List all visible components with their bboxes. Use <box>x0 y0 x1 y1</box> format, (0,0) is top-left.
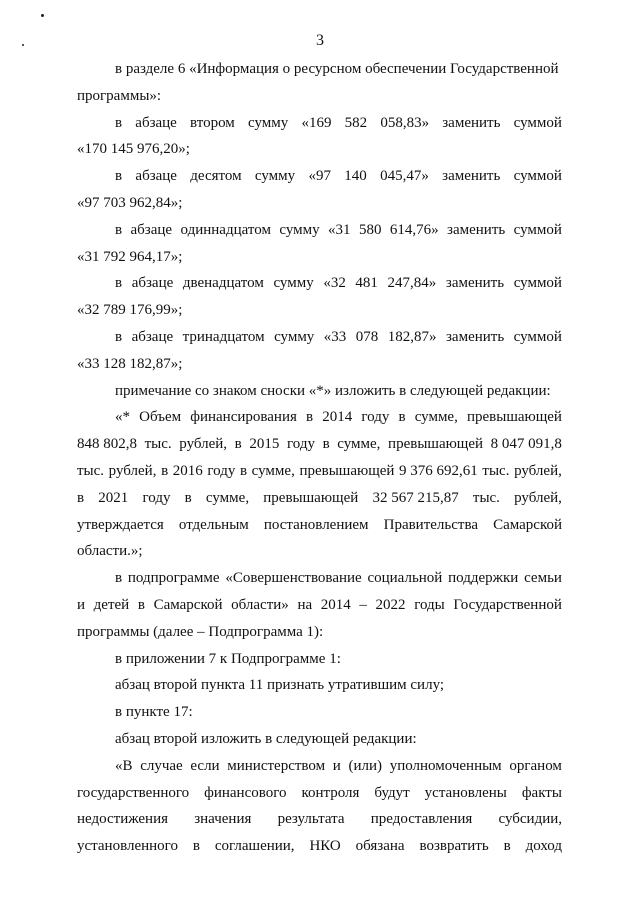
word: рублей, <box>179 436 228 453</box>
word: семьи <box>524 570 562 587</box>
word: 247,84» <box>387 275 437 292</box>
word: превышающей <box>388 436 484 453</box>
word: заменить <box>446 328 505 345</box>
word: «Совершенствование <box>225 570 362 587</box>
word: субсидии, <box>498 811 562 828</box>
word: примечание со знаком сноски «*» изложить в следующей редакции: <box>115 382 551 399</box>
text-line <box>77 217 562 244</box>
word: 580 <box>358 221 382 238</box>
word: суммой <box>513 221 562 238</box>
word: факты <box>521 784 562 801</box>
word: Государственной <box>453 596 562 613</box>
word: сумму <box>273 275 314 292</box>
word: утверждается <box>77 516 164 533</box>
text-line <box>77 136 562 163</box>
word: министерством <box>227 757 326 774</box>
paragraph <box>77 565 562 645</box>
word: в <box>115 168 123 185</box>
word: тыс. <box>472 489 500 506</box>
scan-speck <box>41 14 44 17</box>
text-line <box>77 270 562 297</box>
word: соглашении, <box>214 838 295 855</box>
text-line <box>77 404 562 431</box>
word: 32 567 215,87 <box>372 489 459 506</box>
word: заменить <box>445 275 505 292</box>
text-line <box>77 485 562 512</box>
word: заменить <box>447 221 506 238</box>
word: Правительства <box>383 516 479 533</box>
text-line <box>77 699 562 726</box>
word: предоставления <box>370 811 473 828</box>
word: результата <box>277 811 345 828</box>
text-line <box>77 458 562 485</box>
word: «97 703 962,84»; <box>77 194 183 211</box>
word: 9 376 692,61 <box>399 462 478 479</box>
paragraph <box>77 270 562 324</box>
word: абзаце <box>135 168 177 185</box>
word: абзаце <box>135 114 177 131</box>
word: финансирования <box>190 409 297 426</box>
word: 614,76» <box>389 221 439 238</box>
word: абзаце <box>131 275 174 292</box>
word: сумму <box>274 328 315 345</box>
word: в пункте 17: <box>115 704 193 721</box>
word: годы <box>414 596 445 613</box>
text-line <box>77 538 562 565</box>
word: превышающей <box>466 409 562 426</box>
word: тыс. <box>482 462 510 479</box>
word: «169 <box>301 114 332 131</box>
word: в <box>137 596 145 613</box>
word: области.»; <box>77 543 143 560</box>
word: детей <box>93 596 130 613</box>
word: случае <box>140 757 183 774</box>
paragraph <box>77 753 562 860</box>
word: обязана <box>355 838 405 855</box>
word: в <box>306 409 314 426</box>
text-line <box>77 324 562 351</box>
word: Самарской <box>493 516 562 533</box>
word: 582 <box>344 114 368 131</box>
paragraph <box>77 672 562 699</box>
word: двенадцатом <box>182 275 264 292</box>
word: в <box>234 436 242 453</box>
word: возвратить <box>419 838 489 855</box>
text-line <box>77 431 562 458</box>
word: на <box>297 596 313 613</box>
word: и <box>77 596 86 613</box>
word: сумме, <box>251 462 295 479</box>
word: суммой <box>513 275 562 292</box>
text-line <box>77 592 562 619</box>
word: в <box>322 436 330 453</box>
word: – <box>359 596 367 613</box>
word: одиннадцатом <box>180 221 271 238</box>
word: доход <box>525 838 562 855</box>
text-line <box>77 512 562 539</box>
word: в <box>115 275 123 292</box>
word: сумме, <box>337 436 381 453</box>
word: десятом <box>190 168 242 185</box>
page-number: 3 <box>316 32 324 49</box>
word: «32 789 176,99»; <box>77 302 183 319</box>
word: суммой <box>513 168 562 185</box>
paragraph <box>77 56 562 110</box>
word: сумме, <box>414 409 458 426</box>
word: программы»: <box>77 87 162 104</box>
word: 2016 <box>172 462 203 479</box>
word: в разделе 6 «Информация о ресурсном обеспечении Государственной <box>115 61 559 77</box>
word: уполномоченным <box>389 757 502 774</box>
word: 182,87» <box>387 328 437 345</box>
paragraph <box>77 324 562 378</box>
word: абзац второй изложить в следующей редакции: <box>115 730 417 747</box>
word: Объем <box>139 409 182 426</box>
word: «33 <box>323 328 347 345</box>
word: сумме, <box>205 489 250 506</box>
word: 8 047 091,8 <box>490 436 562 453</box>
paragraph <box>77 646 562 673</box>
paragraph <box>77 404 562 565</box>
word: 2015 <box>249 436 280 453</box>
word: заменить <box>442 114 501 131</box>
word: «В <box>115 757 133 774</box>
document-body <box>77 56 562 860</box>
word: в <box>192 838 200 855</box>
word: 848 802,8 <box>77 436 137 453</box>
text-line <box>77 378 562 405</box>
word: социальной <box>367 570 443 587</box>
word: рублей, <box>108 462 157 479</box>
text-line <box>77 190 562 217</box>
word: установленного <box>77 838 178 855</box>
text-line <box>77 619 562 646</box>
word: в приложении 7 к Подпрограмме 1: <box>115 650 341 667</box>
text-line <box>77 565 562 592</box>
word: году <box>207 462 236 479</box>
word: 2022 <box>375 596 406 613</box>
word: тыс. <box>144 436 172 453</box>
word: абзац второй пункта 11 признать утратившим силу; <box>115 677 445 694</box>
word: году <box>361 409 390 426</box>
word: в <box>161 462 169 479</box>
word: финансового <box>204 784 287 801</box>
word: 045,47» <box>380 168 429 185</box>
word: недостижения <box>77 811 169 828</box>
paragraph <box>77 699 562 726</box>
word: подпрограмме <box>127 570 220 587</box>
word: постановлением <box>263 516 369 533</box>
word: рублей, <box>514 489 562 506</box>
word: если <box>190 757 220 774</box>
word: в <box>398 409 406 426</box>
word: абзаце <box>131 328 174 345</box>
word: 2021 <box>98 489 129 506</box>
text-line <box>77 297 562 324</box>
word: «31 792 964,17»; <box>77 248 183 265</box>
word: контроля <box>301 784 360 801</box>
text-line <box>77 110 562 137</box>
word: втором <box>190 114 235 131</box>
text-line <box>77 56 562 83</box>
word: тринадцатом <box>182 328 265 345</box>
word: отдельным <box>178 516 249 533</box>
word: «170 145 976,20»; <box>77 141 190 158</box>
word: абзаце <box>130 221 173 238</box>
word: суммой <box>513 114 562 131</box>
text-line <box>77 833 562 860</box>
text-line <box>77 780 562 807</box>
word: «97 <box>308 168 331 185</box>
word: (или) <box>348 757 383 774</box>
word: заменить <box>442 168 501 185</box>
word: будут <box>374 784 410 801</box>
word: 058,83» <box>380 114 430 131</box>
word: рублей, <box>514 462 562 479</box>
word: 481 <box>355 275 378 292</box>
word: области» <box>231 596 289 613</box>
word: «* <box>115 409 130 426</box>
paragraph <box>77 726 562 753</box>
word: в <box>115 221 123 238</box>
word: в <box>77 489 85 506</box>
word: в <box>184 489 192 506</box>
word: в <box>115 570 123 587</box>
text-line <box>77 163 562 190</box>
word: «33 128 182,87»; <box>77 355 183 372</box>
paragraph <box>77 378 562 405</box>
word: 2014 <box>320 596 351 613</box>
word: 078 <box>355 328 379 345</box>
word: тыс. <box>77 462 105 479</box>
word: суммой <box>513 328 562 345</box>
text-line <box>77 726 562 753</box>
word: в <box>503 838 511 855</box>
word: «31 <box>328 221 351 238</box>
word: году <box>142 489 171 506</box>
word: органом <box>509 757 562 774</box>
word: значения <box>194 811 252 828</box>
word: превышающей <box>299 462 395 479</box>
text-line <box>77 672 562 699</box>
paragraph <box>77 217 562 271</box>
word: сумму <box>248 114 289 131</box>
word: 2014 <box>322 409 353 426</box>
text-line <box>77 351 562 378</box>
word: установлены <box>424 784 507 801</box>
word: в <box>115 328 123 345</box>
text-line <box>77 646 562 673</box>
word: «32 <box>323 275 346 292</box>
word: сумму <box>279 221 320 238</box>
word: поддержки <box>448 570 519 587</box>
word: 140 <box>344 168 367 185</box>
text-line <box>77 244 562 271</box>
word: и <box>332 757 341 774</box>
word: государственного <box>77 784 190 801</box>
paragraph <box>77 110 562 164</box>
paragraph <box>77 163 562 217</box>
word: в <box>115 114 123 131</box>
word: НКО <box>309 838 341 855</box>
word: программы (далее – Подпрограмма 1): <box>77 623 324 640</box>
word: году <box>286 436 315 453</box>
word: сумму <box>254 168 296 185</box>
text-line <box>77 83 562 110</box>
word: Самарской <box>153 596 223 613</box>
text-line <box>77 753 562 780</box>
word: превышающей <box>263 489 359 506</box>
text-line <box>77 806 562 833</box>
word: в <box>239 462 248 479</box>
